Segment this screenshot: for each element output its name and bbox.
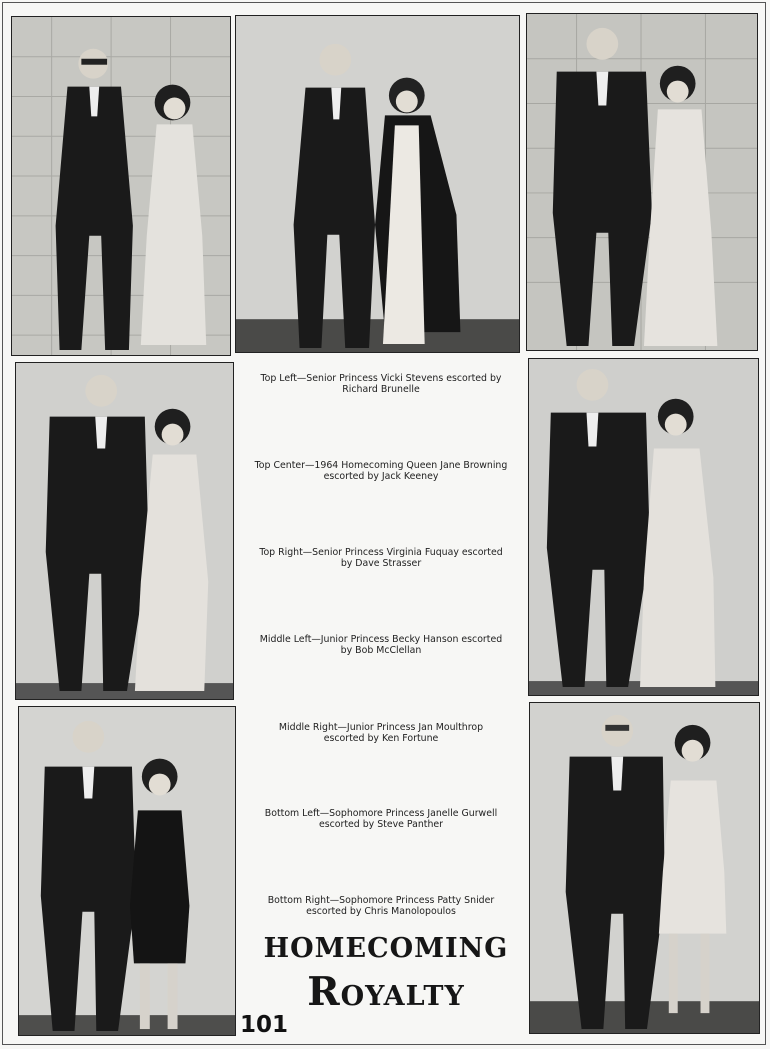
caption-line: Top Right—Senior Princess Virginia Fuquay escorted [259,547,503,558]
caption-line: escorted by Steve Panther [318,819,444,830]
caption-line: escorted by Jack Keeney [323,471,439,482]
caption-line: Richard Brunelle [342,384,420,395]
caption-line: by Bob McClellan [340,645,422,656]
caption-line: Middle Left—Junior Princess Becky Hanson escorted [259,634,503,645]
caption-top-right [250,547,512,569]
page-title-line1: homecoming [263,921,509,967]
caption-middle-right [250,722,512,744]
caption-line: escorted by Chris Manolopoulos [306,906,456,917]
photo-top-left [11,16,231,356]
page-title-line2: Royalty [307,969,465,1015]
caption-top-left [250,373,512,395]
photo-middle-left [15,362,234,700]
caption-top-center [250,460,512,482]
caption-bottom-right [250,895,512,917]
caption-line: escorted by Ken Fortune [323,733,439,744]
photo-middle-right [528,358,759,696]
caption-line: Top Center—1964 Homecoming Queen Jane Browning [254,460,508,471]
caption-line: Bottom Right—Sophomore Princess Patty Snider [267,895,495,906]
caption-line: Middle Right—Junior Princess Jan Moulthrop [278,722,484,733]
photo-top-center [235,15,520,353]
caption-line: Top Left—Senior Princess Vicki Stevens escorted by [260,373,502,384]
caption-middle-left [250,634,512,656]
caption-line: by Dave Strasser [340,558,422,569]
caption-bottom-left [250,808,512,830]
photo-bottom-left [18,706,236,1036]
photo-top-right [526,13,758,351]
page-number: 101 [240,1012,289,1038]
photo-bottom-right [529,702,760,1034]
caption-line: Bottom Left—Sophomore Princess Janelle Gurwell [264,808,498,819]
